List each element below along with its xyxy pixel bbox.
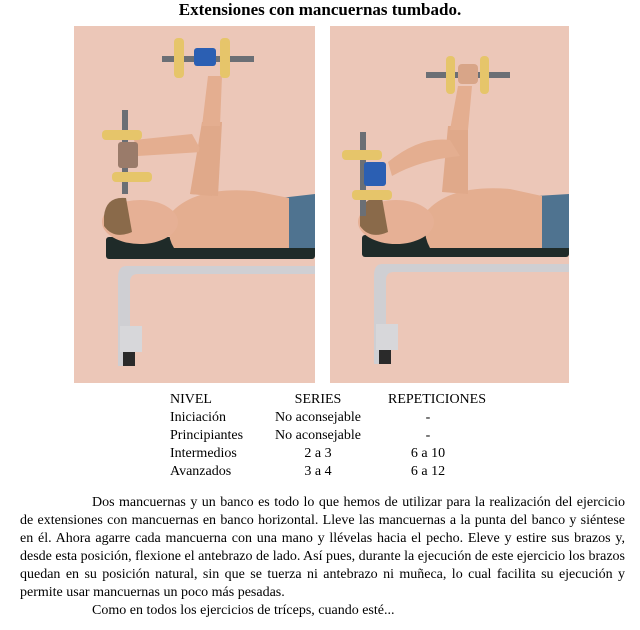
cell-repeticiones: - [425, 410, 431, 425]
table-row [170, 445, 510, 463]
cell-repeticiones: 6 a 10 [410, 446, 446, 461]
exercise-photo-flexed-position [330, 26, 569, 383]
cell-nivel: Avanzados [170, 464, 232, 479]
description-paragraph: Como en todos los ejercicios de tríceps, cuando esté... [92, 603, 395, 618]
cell-nivel: Iniciación [170, 410, 226, 425]
cell-repeticiones: 6 a 12 [410, 464, 446, 479]
table-row [170, 427, 510, 445]
exercise-description [20, 494, 625, 620]
exercise-illustration [74, 26, 315, 383]
header-series: SERIES [294, 392, 342, 407]
cell-repeticiones: - [425, 428, 431, 443]
cell-nivel: Principiantes [170, 428, 244, 443]
cell-series: 3 a 4 [304, 464, 332, 479]
cell-series: No aconsejable [275, 428, 361, 443]
page-title: Extensiones con mancuernas tumbado. [178, 0, 462, 19]
header-nivel: NIVEL [170, 392, 212, 407]
cell-series: No aconsejable [275, 410, 361, 425]
cell-nivel: Intermedios [170, 446, 237, 461]
table-row [170, 463, 510, 481]
cell-series: 2 a 3 [304, 446, 332, 461]
levels-table-header [170, 391, 510, 409]
description-paragraph: Dos mancuernas y un banco es todo lo que hemos de utilizar para la realización del ejercicio de extensiones con mancuernas en banco horizontal. Lleve las mancuernas a la punta del banco y siéntese en él. Ahora agarre cada mancuerna con una mano y llévelas hacia el pecho. Eleve y estire sus brazos y, desde esta posición, flexione el antebrazo de lado. Así pues, durante la ejecución de este ejercicio los brazos quedan en su posición natural, sin que se tuerza ni antebrazo ni muñeca, lo cual facilita su ejecución y permite usar mancuernas un poco más pesadas. [20, 495, 625, 600]
header-repeticiones: REPETICIONES [388, 392, 486, 407]
table-row [170, 409, 510, 427]
levels-table [170, 391, 510, 481]
exercise-illustration [330, 26, 569, 383]
exercise-photo-start-position [74, 26, 315, 383]
